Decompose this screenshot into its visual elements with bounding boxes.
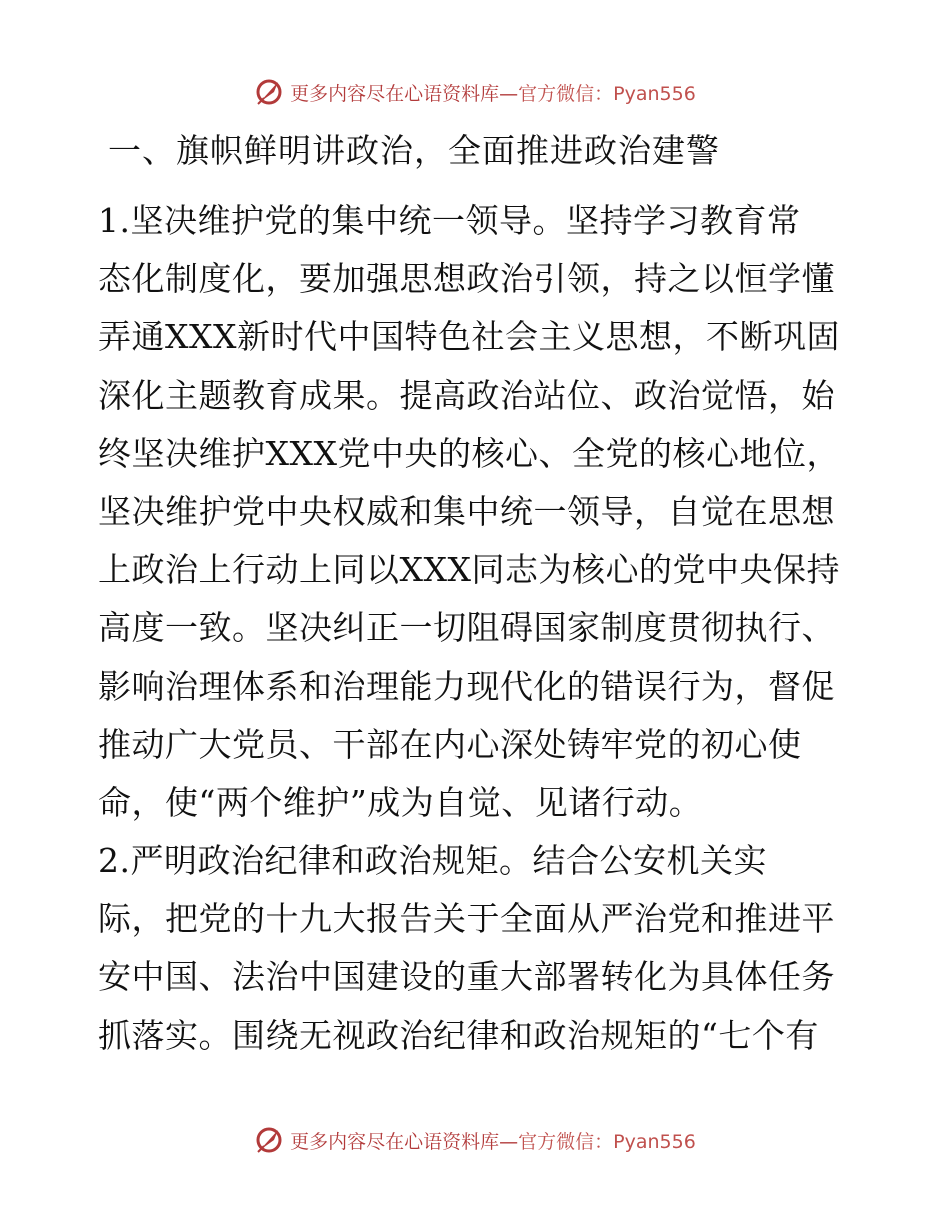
text-line: 际，把党的十九大报告关于全面从严治党和推进平	[98, 899, 835, 939]
top-watermark-banner	[0, 72, 950, 112]
bottom-watermark-banner	[0, 1120, 950, 1160]
text-line: 上政治上行动上同以XXX同志为核心的党中央保持	[98, 550, 840, 590]
paragraph-1	[98, 192, 858, 832]
text-line: 高度一致。坚决纠正一切阻碍国家制度贯彻执行、	[98, 608, 835, 648]
banner-text: 更多内容尽在心语资料库—官方微信：Pyan556	[290, 1130, 696, 1153]
banner-wechat: 官方微信：Pyan556	[518, 1130, 696, 1153]
text-line: 安中国、法治中国建设的重大部署转化为具体任务	[98, 957, 835, 997]
text-line: 态化制度化，要加强思想政治引领，持之以恒学懂	[98, 259, 835, 299]
banner-wechat: 官方微信：Pyan556	[518, 82, 696, 105]
text-line: 1.坚决维护党的集中统一领导。坚持学习教育常	[98, 201, 801, 240]
text-line: 2.严明政治纪律和政治规矩。结合公安机关实	[98, 841, 767, 880]
text-line: 命，使“两个维护”成为自觉、见诸行动。	[98, 783, 703, 823]
text-line: 推动广大党员、干部在内心深处铸牢党的初心使	[98, 724, 802, 764]
text-line: 影响治理体系和治理能力现代化的错误行为，督促	[98, 666, 835, 706]
section-heading: 一、旗帜鲜明讲政治，全面推进政治建警	[108, 131, 720, 170]
banner-text: 更多内容尽在心语资料库—官方微信：Pyan556	[290, 82, 696, 105]
text-line: 深化主题教育成果。提高政治站位、政治觉悟，始	[98, 375, 835, 415]
quill-pen-logo-icon	[254, 1125, 284, 1155]
paragraph-2	[98, 832, 858, 1065]
quill-pen-logo-icon	[254, 77, 284, 107]
text-line: 终坚决维护XXX党中央的核心、全党的核心地位，	[98, 433, 840, 473]
text-line: 弄通XXX新时代中国特色社会主义思想，不断巩固	[98, 317, 840, 357]
text-line: 坚决维护党中央权威和集中统一领导，自觉在思想	[98, 492, 835, 532]
text-line: 抓落实。围绕无视政治纪律和政治规矩的“七个有	[98, 1015, 819, 1055]
